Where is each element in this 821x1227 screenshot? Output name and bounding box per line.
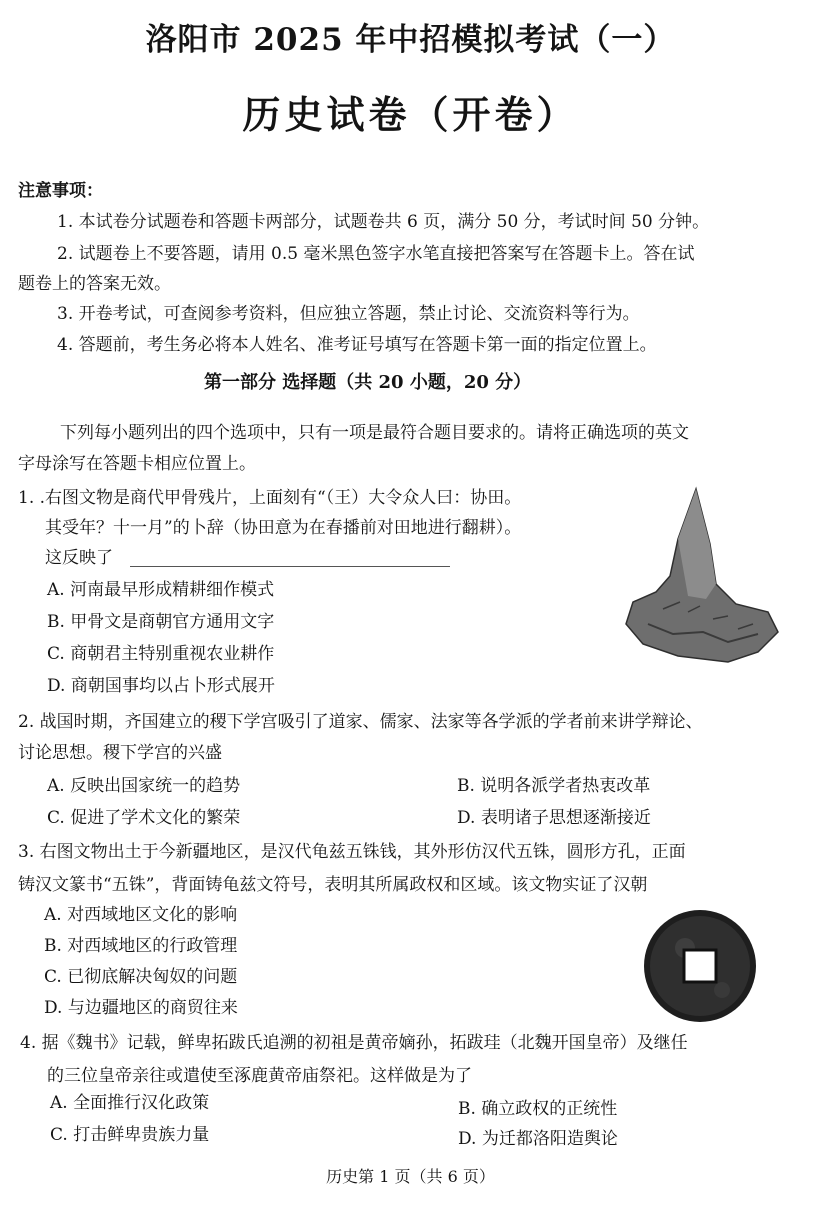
q1-option-c: C. 商朝君主特别重视农业耕作 xyxy=(47,644,275,664)
q1-option-b: B. 甲骨文是商朝官方通用文字 xyxy=(47,612,275,632)
q4-option-a: A. 全面推行汉化政策 xyxy=(50,1093,210,1113)
note-item-2: 2. 试题卷上不要答题，请用 0.5 毫米黑色签字水笔直接把答案写在答题卡上。答在试 xyxy=(57,244,695,264)
q1-stem-line-3: 这反映了 xyxy=(45,548,113,568)
note-item-1: 1. 本试卷分试题卷和答题卡两部分，试题卷共 6 页，满分 50 分，考试时间 50 分钟。 xyxy=(57,212,710,232)
q1-option-d: D. 商朝国事均以占卜形式展开 xyxy=(47,676,275,696)
q3-option-d: D. 与边疆地区的商贸往来 xyxy=(44,998,238,1018)
q4-option-d: D. 为迁都洛阳造舆论 xyxy=(458,1129,618,1149)
q3-stem-line-1: 3. 右图文物出土于今新疆地区，是汉代龟兹五铢钱，其外形仿汉代五铢，圆形方孔，正面 xyxy=(18,842,686,862)
q2-option-c: C. 促进了学术文化的繁荣 xyxy=(47,808,241,828)
q3-option-b: B. 对西域地区的行政管理 xyxy=(44,936,238,956)
section-instruction-1: 下列每小题列出的四个选项中，只有一项是最符合题目要求的。请将正确选项的英文 xyxy=(60,423,689,443)
oracle-bone-icon xyxy=(618,484,793,669)
q2-option-a: A. 反映出国家统一的趋势 xyxy=(47,776,241,796)
q1-stem-line-2: 其受年？十一月”的卜辞（协田意为在春播前对田地进行翻耕）。 xyxy=(45,518,522,538)
q2-option-d: D. 表明诸子思想逐渐接近 xyxy=(457,808,651,828)
q2-stem-line-2: 讨论思想。稷下学宫的兴盛 xyxy=(18,743,222,763)
q3-stem-line-2: 铸汉文篆书“五铢”，背面铸龟兹文符号，表明其所属政权和区域。该文物实证了汉朝 xyxy=(18,875,648,895)
section-title: 第一部分 选择题（共 20 小题，20 分） xyxy=(204,372,532,393)
q4-stem-line-2: 的三位皇帝亲往或遣使至涿鹿黄帝庙祭祀。这样做是为了 xyxy=(47,1066,472,1086)
q4-option-b: B. 确立政权的正统性 xyxy=(458,1099,618,1119)
note-item-3: 3. 开卷考试，可查阅参考资料，但应独立答题，禁止讨论、交流资料等行为。 xyxy=(57,304,640,324)
page-footer: 历史第 1 页（共 6 页） xyxy=(326,1167,495,1186)
q2-option-b: B. 说明各派学者热衷改革 xyxy=(457,776,651,796)
q1-option-a: A. 河南最早形成精耕细作模式 xyxy=(47,580,275,600)
exam-subtitle: 历史试卷（开卷） xyxy=(242,92,579,137)
q4-stem-line-1: 4. 据《魏书》记载，鲜卑拓跋氏追溯的初祖是黄帝嫡孙，拓跋珪（北魏开国皇帝）及继任 xyxy=(20,1033,688,1053)
exam-title: 洛阳市 2025 年中招模拟考试（一） xyxy=(145,22,676,58)
note-item-4: 4. 答题前，考生务必将本人姓名、准考证号填写在答题卡第一面的指定位置上。 xyxy=(57,335,657,355)
q3-option-a: A. 对西域地区文化的影响 xyxy=(44,905,238,925)
q3-option-c: C. 已彻底解决匈奴的问题 xyxy=(44,967,238,987)
q4-option-c: C. 打击鲜卑贵族力量 xyxy=(50,1125,210,1145)
section-instruction-2: 字母涂写在答题卡相应位置上。 xyxy=(18,454,256,474)
answer-underline xyxy=(130,566,450,567)
q1-stem-line-1: 1. .右图文物是商代甲骨残片，上面刻有“（王）大令众人曰：协田。 xyxy=(18,488,522,508)
notes-heading: 注意事项： xyxy=(18,181,103,201)
q2-stem-line-1: 2. 战国时期，齐国建立的稷下学宫吸引了道家、儒家、法家等各学派的学者前来讲学辩论、 xyxy=(18,712,703,732)
coin-icon xyxy=(640,906,760,1026)
note-item-2-cont: 题卷上的答案无效。 xyxy=(18,274,171,294)
